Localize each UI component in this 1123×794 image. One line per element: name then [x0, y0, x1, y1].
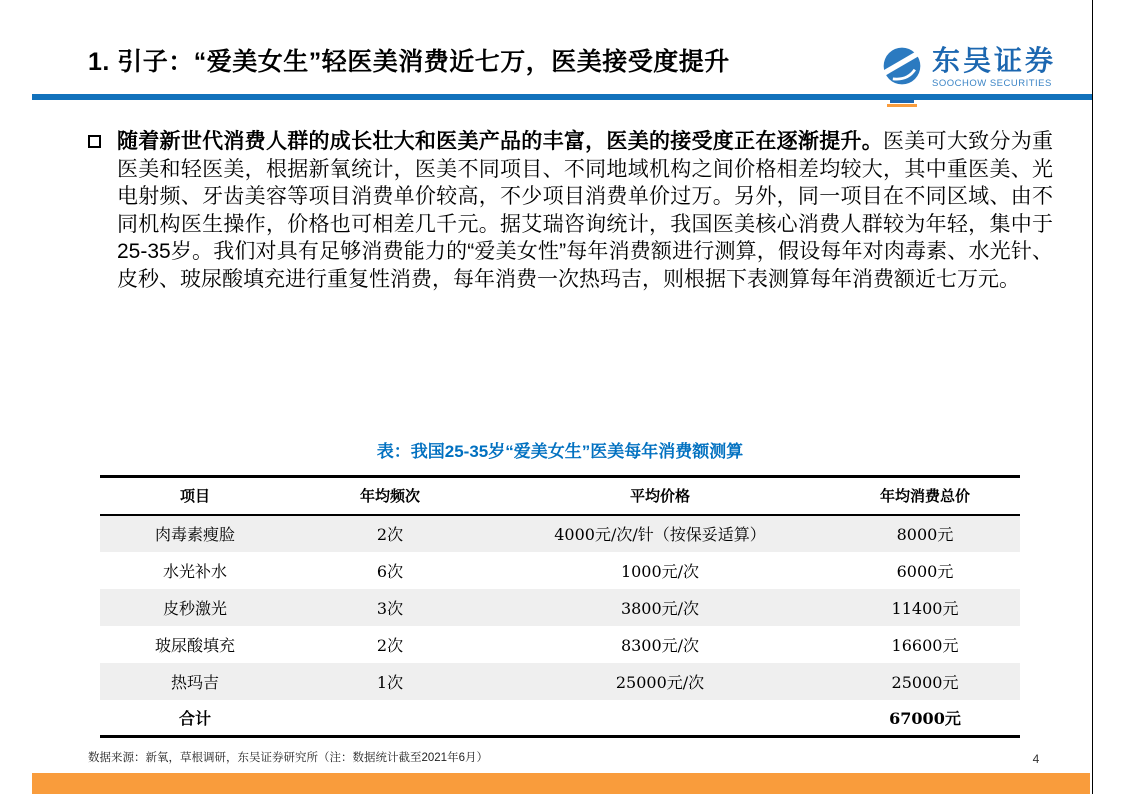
- table-cell: 8000元: [896, 525, 954, 544]
- table-row: [100, 552, 1020, 589]
- logo-brand-en: SOOCHOW SECURITIES: [932, 78, 1052, 89]
- table-cell: 16600元: [891, 635, 959, 655]
- table-cell: 6000元: [896, 561, 954, 581]
- table-row: [100, 589, 1020, 626]
- table-cell: 11400元: [891, 598, 959, 618]
- square-bullet-icon: [88, 135, 101, 148]
- title-divider-rule: [32, 94, 1092, 100]
- table-row: [100, 515, 1020, 552]
- table-cell: 25000元: [891, 672, 959, 692]
- table-cell: 1次: [376, 672, 404, 692]
- col-header-total: 年均消费总价: [830, 477, 1020, 515]
- table-cell: 4000元/次/针（按保妥适算）: [554, 525, 766, 544]
- table-total-row: [100, 700, 1020, 737]
- page-title: 1. 引子：“爱美女生”轻医美消费近七万，医美接受度提升: [88, 48, 730, 76]
- consumption-table: [100, 475, 1020, 738]
- page-number: 4: [1032, 752, 1040, 766]
- lead-paragraph-bold: 随着新世代消费人群的成长壮大和医美产品的丰富，医美的接受度正在逐渐提升。: [117, 130, 884, 153]
- col-header-freq: 年均频次: [290, 477, 490, 515]
- lead-paragraph-block: [88, 128, 1053, 293]
- data-source-note: 数据来源：新氧，草根调研，东吴证券研究所（注：数据统计截至2021年6月）: [88, 752, 488, 764]
- table-cell: 3次: [376, 598, 404, 618]
- table-cell: 25000元/次: [615, 672, 705, 692]
- lead-paragraph-rest: 医美可大致分为重医美和轻医美，根据新氧统计，医美不同项目、不同地域机构之间价格相差均较大，其中重医美、光电射频、牙齿美容等项目消费单价较高，不少项目消费单价过万。另外，同一项目在不同区域、由不同机构医生操作，价格也可相差几千元。据艾瑞咨询统计，我国医美核心消费人群较为年轻，集中于25-35岁。我们对具有足够消费能力的“爱美女性”每年消费额进行测算，假设每年对肉毒素、水光针、皮秒、玻尿酸填充进行重复性消费，每年消费一次热玛吉，则根据下表测算每年消费额近七万元。: [117, 130, 1053, 291]
- table-cell: 8300元/次: [620, 635, 700, 655]
- table-row: [100, 663, 1020, 700]
- logo-text-column: [932, 44, 1056, 89]
- table-cell: 6次: [376, 561, 404, 581]
- table-cell: [290, 700, 490, 737]
- table-cell: 玻尿酸填充: [154, 635, 235, 655]
- table-cell: 水光补水: [162, 561, 227, 581]
- table-cell: 1000元/次: [620, 561, 700, 581]
- logo-brand-cn: 东吴证券: [932, 45, 1057, 76]
- col-header-price: 平均价格: [490, 477, 830, 515]
- table-cell: 3800元/次: [620, 598, 700, 618]
- col-header-item: 项目: [100, 477, 290, 515]
- lead-paragraph: [117, 128, 1053, 293]
- total-value: 67000元: [889, 708, 961, 728]
- logo-orange-underline: [887, 104, 917, 107]
- table-cell: 热玛吉: [170, 672, 219, 692]
- table-cell: [490, 700, 830, 737]
- table-cell: 2次: [376, 635, 404, 655]
- table-cell: 皮秒激光: [162, 598, 227, 618]
- table-caption: 表：我国25-35岁“爱美女生”医美每年消费额测算: [376, 442, 744, 461]
- soochow-swirl-icon: [880, 44, 924, 93]
- table-row: [100, 626, 1020, 663]
- footer-orange-bar: [32, 773, 1090, 794]
- table-cell: 肉毒素瘦脸: [154, 525, 235, 544]
- page-right-border: [1092, 0, 1093, 794]
- total-label: 合计: [178, 708, 211, 728]
- table-header-row: [100, 477, 1020, 515]
- table-cell: 2次: [376, 525, 404, 544]
